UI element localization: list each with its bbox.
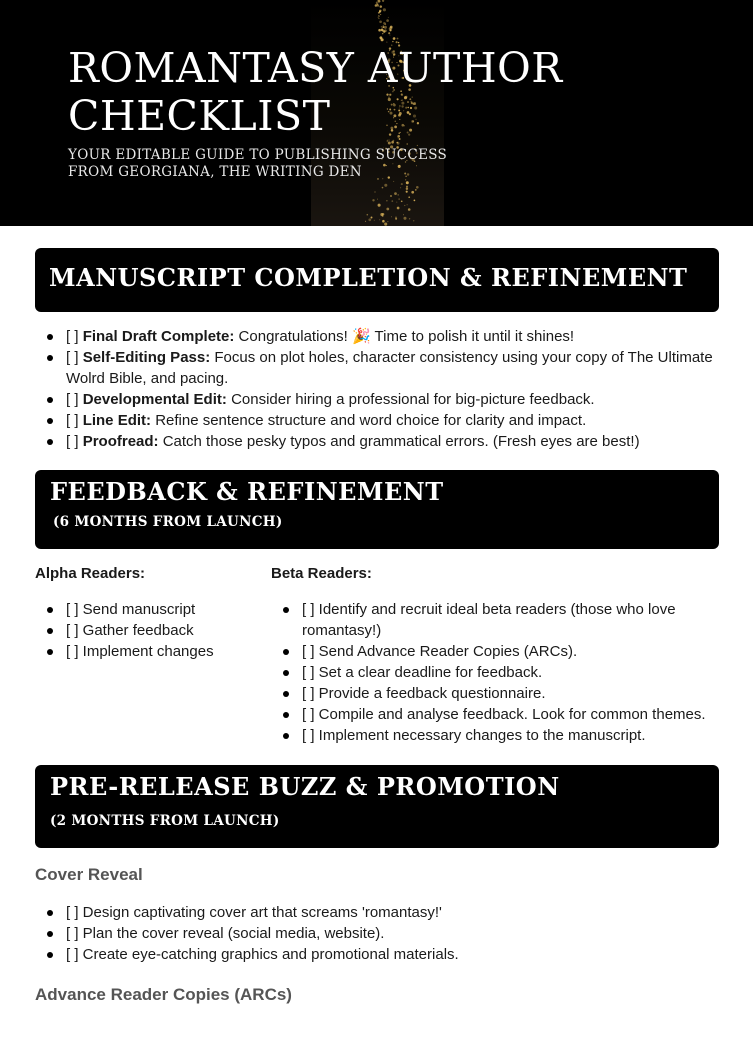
section-title-feedback: FEEDBACK & REFINEMENT — [50, 477, 444, 506]
list-item[interactable]: [ ] Send Advance Reader Copies (ARCs). — [271, 641, 719, 662]
item-label: Line Edit: — [82, 412, 152, 429]
list-item[interactable]: [ ] Implement changes — [35, 641, 265, 662]
sparkle-dot — [381, 29, 384, 32]
checkbox[interactable]: [ ] — [66, 349, 79, 366]
sparkle-dot — [409, 218, 410, 219]
header-banner — [0, 0, 753, 226]
checkbox[interactable]: [ ] — [66, 412, 79, 429]
sparkle-dot — [382, 213, 384, 215]
section-subtitle-feedback: (6 MONTHS FROM LAUNCH) — [53, 514, 283, 530]
item-text: Catch those pesky typos and grammatical errors. (Fresh eyes are best!) — [162, 433, 640, 450]
sparkle-dot — [386, 208, 389, 211]
subtitle-line-1: YOUR EDITABLE GUIDE TO PUBLISHING SUCCESS — [68, 147, 448, 163]
sparkle-dot — [378, 18, 379, 19]
sparkle-dot — [382, 26, 384, 28]
sparkle-dot — [379, 36, 382, 39]
sparkle-dot — [389, 35, 390, 36]
sparkle-dot — [382, 33, 383, 34]
party-popper-icon: 🎉 — [351, 328, 371, 345]
checkbox[interactable]: [ ] — [66, 391, 79, 408]
sparkle-dot — [390, 26, 393, 29]
item-label: Self-Editing Pass: — [82, 349, 211, 366]
sparkle-dot — [372, 199, 374, 201]
section-banner-feedback — [35, 470, 719, 549]
list-item-line-edit — [35, 410, 715, 431]
item-text: Congratulations! — [238, 328, 348, 345]
sparkle-dot — [403, 214, 404, 215]
beta-readers-list — [271, 599, 719, 746]
item-text: Consider hiring a professional for big-picture feedback. — [231, 391, 595, 408]
sparkle-dot — [407, 204, 408, 205]
list-item[interactable]: [ ] Gather feedback — [35, 620, 265, 641]
sparkle-dot — [367, 214, 369, 216]
sparkle-dot — [397, 194, 399, 196]
sparkle-dot — [382, 220, 385, 223]
sparkle-dot — [394, 192, 397, 195]
sparkle-dot — [382, 0, 384, 2]
sparkle-dot — [393, 37, 396, 40]
list-item[interactable]: [ ] Design captivating cover art that screams 'romantasy!' — [35, 902, 715, 923]
list-item-final-draft — [35, 326, 715, 347]
sparkle-dot — [391, 216, 392, 217]
section-subtitle-prerelease: (2 MONTHS FROM LAUNCH) — [50, 813, 280, 829]
sparkle-dot — [377, 4, 378, 5]
sparkle-dot — [401, 200, 403, 202]
sparkle-dot — [376, 1, 378, 3]
item-text: Time to polish it until it shines! — [374, 328, 575, 345]
sparkle-dot — [399, 199, 400, 200]
alpha-readers-list — [35, 599, 265, 662]
item-label: Final Draft Complete: — [82, 328, 235, 345]
sparkle-dot — [397, 38, 399, 40]
sparkle-dot — [371, 217, 373, 219]
arc-heading: Advance Reader Copies (ARCs) — [35, 985, 292, 1004]
sparkle-dot — [392, 41, 393, 42]
section-title-manuscript: MANUSCRIPT COMPLETION & REFINEMENT — [49, 263, 688, 292]
cover-reveal-heading: Cover Reveal — [35, 865, 143, 884]
sparkle-dot — [408, 196, 410, 198]
manuscript-checklist — [35, 326, 715, 452]
sparkle-dot — [377, 199, 378, 200]
sparkle-dot — [386, 42, 387, 43]
sparkle-dot — [400, 187, 401, 188]
sparkle-dot — [417, 145, 418, 146]
sparkle-dot — [406, 191, 408, 193]
sparkle-dot — [406, 181, 409, 184]
list-item[interactable]: [ ] Implement necessary changes to the manuscript. — [271, 725, 719, 746]
list-item-developmental-edit — [35, 389, 715, 410]
sparkle-dot — [388, 32, 390, 34]
sparkle-dot — [388, 142, 391, 145]
sparkle-dot — [378, 29, 381, 32]
sparkle-dot — [378, 17, 379, 18]
sparkle-dot — [383, 22, 386, 25]
sparkle-dot — [384, 29, 387, 32]
sparkle-dot — [365, 221, 366, 222]
sparkle-dot — [375, 192, 376, 193]
list-item[interactable]: [ ] Send manuscript — [35, 599, 265, 620]
sparkle-dot — [378, 204, 381, 207]
sparkle-dot — [380, 5, 383, 8]
item-label: Developmental Edit: — [82, 391, 227, 408]
item-label: Proofread: — [82, 433, 159, 450]
list-item[interactable]: [ ] Set a clear deadline for feedback. — [271, 662, 719, 683]
sparkle-dot — [374, 220, 375, 221]
sparkle-dot — [387, 221, 388, 222]
alpha-readers-label: Alpha Readers: — [35, 565, 146, 582]
list-item[interactable]: [ ] Provide a feedback questionnaire. — [271, 683, 719, 704]
sparkle-dot — [396, 202, 397, 203]
sparkle-dot — [397, 207, 400, 210]
section-banner-prerelease — [35, 765, 719, 848]
sparkle-dot — [383, 25, 384, 26]
sparkle-dot — [380, 14, 381, 15]
sparkle-dot — [388, 17, 389, 18]
list-item-proofread — [35, 431, 715, 452]
list-item[interactable]: [ ] Compile and analyse feedback. Look for common themes. — [271, 704, 719, 725]
sparkle-dot — [379, 219, 380, 220]
section-banner-manuscript — [35, 248, 719, 312]
sparkle-dot — [401, 183, 403, 185]
sparkle-dot — [382, 187, 384, 189]
sparkle-dot — [384, 26, 387, 29]
sparkle-dot — [404, 205, 405, 206]
sparkle-dot — [415, 189, 417, 191]
sparkle-dot — [395, 218, 397, 220]
sparkle-dot — [384, 184, 387, 187]
sparkle-dot — [386, 19, 389, 22]
sparkle-dot — [403, 217, 406, 220]
list-item[interactable]: [ ] Identify and recruit ideal beta readers (those who love romantasy!) — [271, 599, 682, 641]
sparkle-dot — [390, 195, 392, 197]
page-subtitle — [68, 147, 488, 181]
page-title: ROMANTASY AUTHOR CHECKLIST — [68, 44, 563, 140]
sparkle-dot — [414, 200, 416, 202]
sparkle-dot — [379, 20, 382, 23]
sparkle-dot — [379, 16, 380, 17]
section-title-prerelease: PRE-RELEASE BUZZ & PROMOTION — [50, 772, 560, 801]
sparkle-dot — [384, 223, 387, 226]
sparkle-dot — [391, 200, 393, 202]
list-item-self-editing — [35, 347, 715, 389]
sparkle-dot — [396, 41, 398, 43]
checkbox[interactable]: [ ] — [66, 433, 79, 450]
sparkle-dot — [378, 12, 380, 14]
sparkle-dot — [393, 181, 394, 182]
item-text: Refine sentence structure and word choice for clarity and impact. — [155, 412, 587, 429]
cover-reveal-list — [35, 902, 715, 965]
list-item[interactable]: [ ] Plan the cover reveal (social media, website). — [35, 923, 715, 944]
checkbox[interactable]: [ ] — [66, 328, 79, 345]
sparkle-dot — [386, 200, 387, 201]
item-text: Focus on plot holes, character consistency using your copy of The Ultimate Wolrd Bible, and pacing. — [66, 349, 713, 387]
sparkle-dot — [381, 26, 383, 28]
sparkle-dot — [397, 142, 400, 145]
sparkle-dot — [406, 186, 408, 188]
sparkle-dot — [408, 208, 411, 211]
sparkle-dot — [411, 191, 414, 194]
list-item[interactable]: [ ] Create eye-catching graphics and promotional materials. — [35, 944, 715, 965]
sparkle-dot — [406, 188, 408, 190]
sparkle-dot — [368, 218, 371, 221]
sparkle-dot — [391, 141, 394, 144]
sparkle-dot — [407, 143, 408, 144]
subtitle-line-2: FROM GEORGIANA, THE WRITING DEN — [68, 164, 362, 180]
sparkle-dot — [389, 29, 391, 31]
beta-readers-label: Beta Readers: — [271, 565, 372, 582]
sparkle-dot — [413, 220, 414, 221]
sparkle-dot — [416, 186, 419, 189]
sparkle-dot — [383, 8, 386, 11]
